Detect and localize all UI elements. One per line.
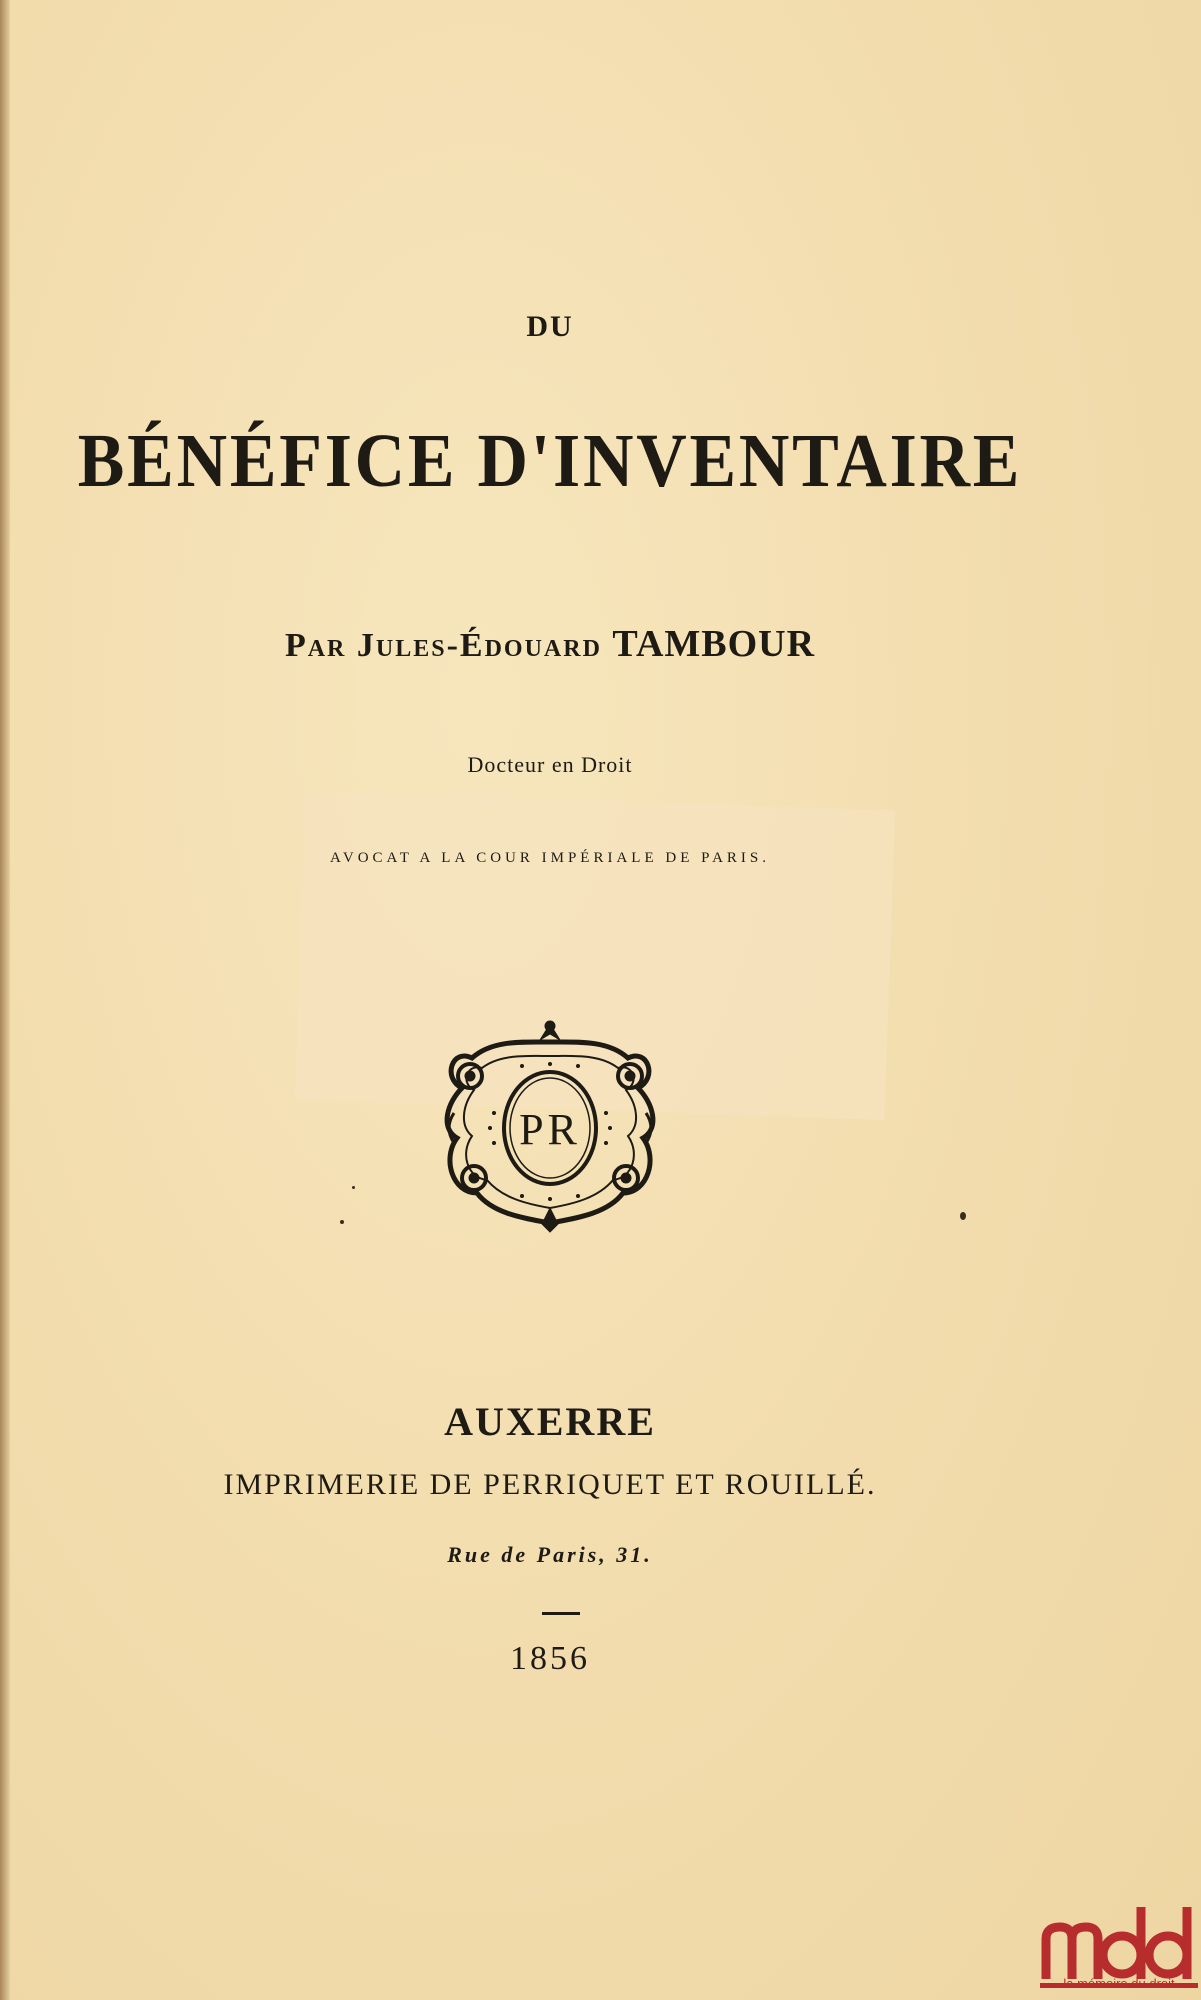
emblem-monogram: PR (519, 1105, 581, 1154)
author-surname: TAMBOUR (612, 623, 816, 665)
imprint-divider (542, 1612, 580, 1615)
paper-speck (340, 1220, 344, 1224)
page-edge-shadow (0, 0, 10, 2000)
author-line (0, 622, 1100, 666)
author-prefix: Par Jules-Édouard (284, 627, 602, 664)
imprint-year: 1856 (510, 1640, 590, 1677)
mdd-watermark-caption: la mémoire du droit (1063, 1976, 1175, 1991)
imprint-printer: IMPRIMERIE DE PERRIQUET ET ROUILLÉ. (223, 1468, 877, 1501)
author-degree: Docteur en Droit (467, 752, 633, 777)
author-position: AVOCAT A LA COUR IMPÉRIALE DE PARIS. (329, 850, 771, 866)
imprint-city: AUXERRE (444, 1399, 656, 1444)
paper-speck (960, 1212, 966, 1220)
printer-emblem-icon (432, 1018, 668, 1234)
imprint-street: Rue de Paris, 31. (447, 1542, 653, 1567)
book-title: BÉNÉFICE D'INVENTAIRE (77, 419, 1023, 503)
paper-speck (352, 1186, 355, 1189)
title-preposition: DU (526, 310, 574, 343)
